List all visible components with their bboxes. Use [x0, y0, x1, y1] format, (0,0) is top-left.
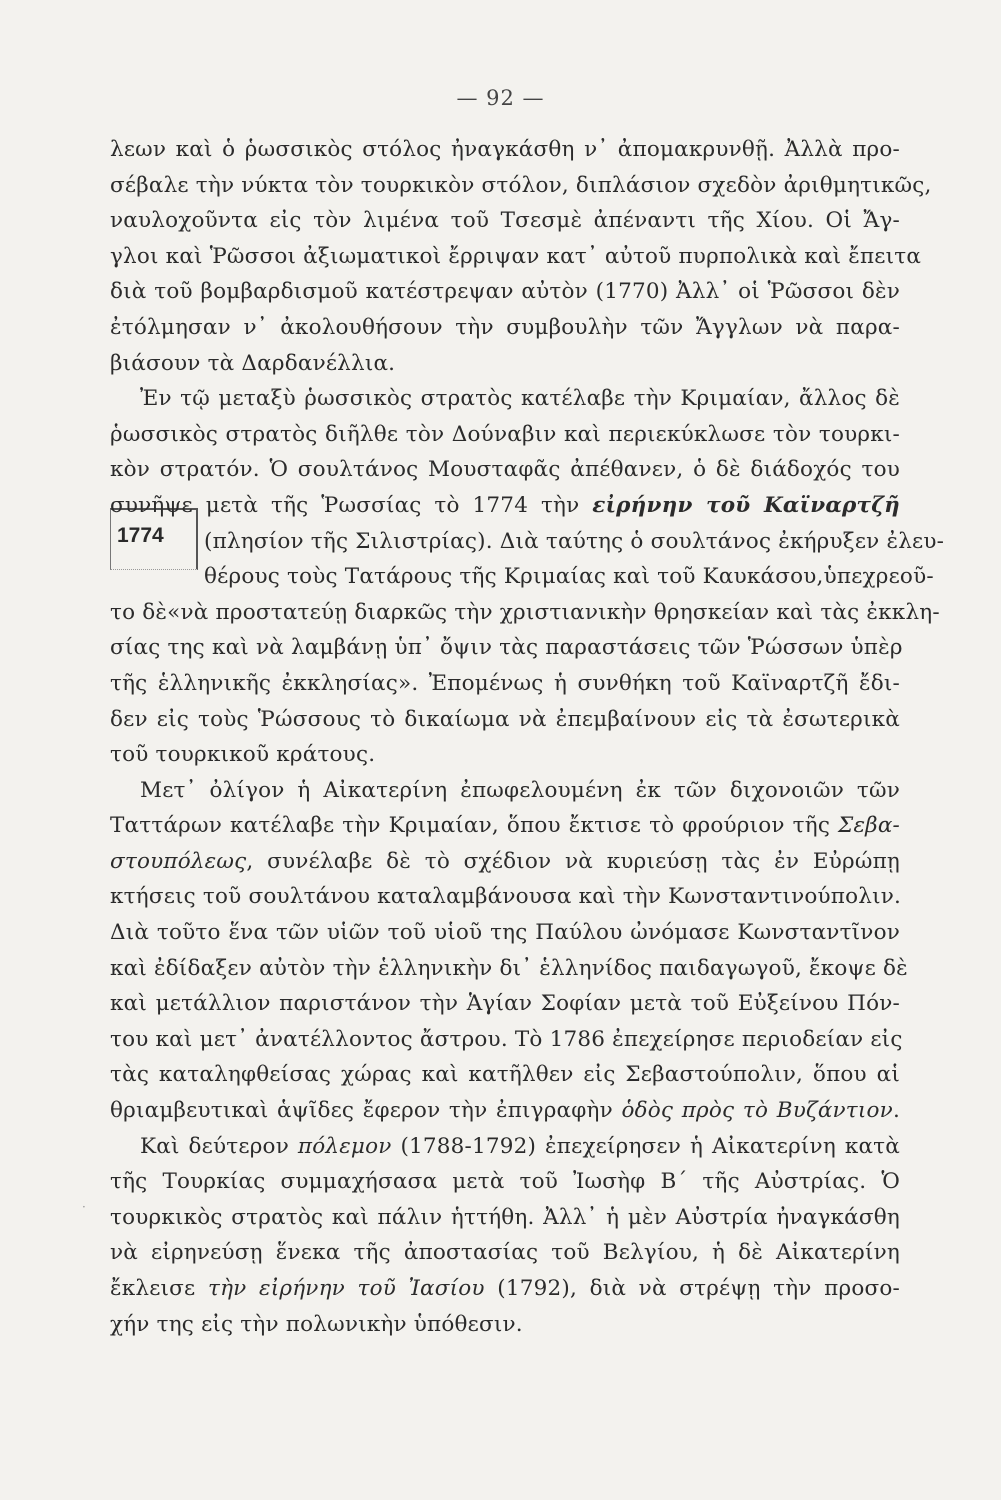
text-line: δεν εἰς τοὺς Ῥώσσους τὸ δικαίωμα νὰ ἐπεμβαίνουν εἰς τὰ ἐσωτερικὰ: [110, 706, 900, 732]
text-line: [110, 808, 900, 844]
text-line: (πλησίον τῆς Σιλιστρίας). Διὰ ταύτης ὁ σουλτάνος ἐκήρυξεν ἐλευ-: [204, 528, 945, 554]
paper-speck-decoration: ·: [82, 1200, 86, 1214]
text-line: Διὰ τοῦτο ἕνα τῶν υἱῶν τοῦ υἱοῦ της Παύλου ὠνόμασε Κωνσταντῖνον: [110, 920, 900, 946]
text-line: καὶ ἐδίδαξεν αὐτὸν τὴν ἑλληνικὴν δι᾿ ἑλληνίδος παιδαγωγοῦ, ἔκοψε δὲ: [110, 955, 908, 981]
emphasis-road-to-byzantium: ὁδὸς πρὸς τὸ Βυζάντιον: [621, 1098, 893, 1124]
text-line: θέρους τοὺς Τατάρους τῆς Κριμαίας καὶ τοῦ Καυκάσου,ὑπεχρεοῦ-: [204, 564, 934, 590]
text-line: Μετ᾿ ὀλίγον ἡ Αἰκατερίνη ἐπωφελουμένη ἐκ τῶν διχονοιῶν τῶν: [140, 777, 900, 803]
text-line: νὰ εἰρηνεύσῃ ἕνεκα τῆς ἀποστασίας τοῦ Βελγίου, ἡ δὲ Αἰκατερίνη: [110, 1240, 900, 1266]
text-line: θριαμβευτικαὶ ἁψῖδες ἔφερον τὴν ἐπιγραφὴν ὁδὸς πρὸς τὸ Βυζάντιον.: [110, 1098, 900, 1124]
text-line: τοῦ τουρκικοῦ κράτους.: [110, 742, 376, 768]
text-line: τὰς καταληφθείσας χώρας καὶ κατῆλθεν εἰς Σεβαστούπολιν, ὅπου αἱ: [110, 1062, 900, 1088]
emphasis-treaty-kainarji: εἰρήνην τοῦ Καϊναρτζῆ: [592, 492, 900, 518]
text-line: τουρκικὸς στρατὸς καὶ πάλιν ἡττήθη. Ἀλλ᾿ ἡ μὲν Αὐστρία ἠναγκάσθη: [110, 1204, 900, 1230]
text-line: του καὶ μετ᾿ ἀνατέλλοντος ἄστρου. Τὸ 1786 ἐπεχείρησε περιοδείαν εἰς: [110, 1026, 903, 1052]
text-line: γλοι καὶ Ῥῶσσοι ἀξιωματικοὶ ἔρριψαν κατ᾿ αὐτοῦ πυρπολικὰ καὶ ἔπειτα: [110, 243, 922, 269]
text-line: κτήσεις τοῦ σουλτάνου καταλαμβάνουσα καὶ τὴν Κωνσταντινούπολιν.: [110, 884, 902, 910]
text-segment: Καὶ δεύτερον: [140, 1133, 289, 1159]
text-line: Ἐν τῷ μεταξὺ ῥωσσικὸς στρατὸς κατέλαβε τὴν Κριμαίαν, ἄλλος δὲ: [140, 386, 900, 412]
text-line: [110, 1271, 900, 1307]
emphasis-sevastopol-end: στουπόλεως: [110, 848, 247, 874]
text-line: διὰ τοῦ βομβαρδισμοῦ κατέστρεψαν αὐτὸν (1770) Ἀλλ᾿ οἱ Ῥῶσσοι δὲν: [110, 279, 900, 305]
text-line: ῥωσσικὸς στρατὸς διῆλθε τὸν Δούναβιν καὶ περιεκύκλωσε τὸν τουρκι-: [110, 421, 900, 447]
emphasis-war: πόλεμον: [297, 1133, 392, 1159]
text-segment: , συνέλαβε δὲ τὸ σχέδιον νὰ κυριεύσῃ τὰς ἐν Εὐρώπῃ: [246, 848, 900, 874]
emphasis-treaty-iasi: τὴν εἰρήνην τοῦ Ἰασίου: [207, 1276, 485, 1301]
text-segment: Ταττάρων κατέλαβε τὴν Κριμαίαν, ὅπου ἔκτισε τὸ φρούριον τῆς: [110, 813, 831, 839]
text-line: [110, 488, 900, 524]
margin-year-label: 1774: [117, 524, 164, 547]
text-segment: (1792), διὰ νὰ στρέψῃ τὴν προσο-: [497, 1276, 900, 1301]
text-line: κὸν στρατόν. Ὁ σουλτάνος Μουσταφᾶς ἀπέθανεν, ὁ δὲ διάδοχός του: [110, 457, 900, 483]
text-line: σίας της καὶ νὰ λαμβάνῃ ὑπ᾿ ὄψιν τὰς παραστάσεις τῶν Ῥώσσων ὑπὲρ: [110, 635, 903, 661]
text-line: [110, 844, 900, 880]
text-line: καὶ μετάλλιον παριστάνον τὴν Ἁγίαν Σοφίαν μετὰ τοῦ Εὐξείνου Πόν-: [110, 991, 900, 1017]
text-line: τῆς Τουρκίας συμμαχήσασα μετὰ τοῦ Ἰωσὴφ Β΄ τῆς Αὐστρίας. Ὁ: [110, 1169, 900, 1195]
text-line: ἐτόλμησαν ν᾿ ἀκολουθήσουν τὴν συμβουλὴν τῶν Ἄγγλων νὰ παρα-: [110, 314, 900, 340]
text-line: χήν της εἰς τὴν πολωνικὴν ὑπόθεσιν.: [110, 1311, 523, 1337]
text-line: βιάσουν τὰ Δαρδανέλλια.: [110, 350, 396, 376]
text-segment: συνῆψε μετὰ τῆς Ῥωσσίας τὸ 1774 τὴν: [110, 492, 580, 518]
text-line: σέβαλε τὴν νύκτα τὸν τουρκικὸν στόλον, διπλάσιον σχεδὸν ἀριθμητικῶς,: [110, 172, 932, 198]
page-number: — 92 —: [456, 86, 545, 110]
text-line: το δὲ«νὰ προστατεύῃ διαρκῶς τὴν χριστιανικὴν θρησκείαν καὶ τὰς ἐκκλη-: [110, 599, 940, 625]
text-line: τῆς ἑλληνικῆς ἐκκλησίας». Ἐπομένως ἡ συνθήκη τοῦ Καϊναρτζῆ ἔδι-: [110, 670, 900, 696]
text-line: λεων καὶ ὁ ῥωσσικὸς στόλος ἠναγκάσθη ν᾿ ἀπομακρυνθῇ. Ἀλλὰ προ-: [110, 137, 900, 162]
text-segment: ἔκλεισε: [110, 1276, 196, 1301]
text-line: [110, 1129, 900, 1165]
emphasis-sevastopol-start: Σεβα-: [838, 813, 900, 839]
text-segment: (1788-1792) ἐπεχείρησεν ἡ Αἰκατερίνη κατὰ: [400, 1133, 900, 1159]
text-segment: θριαμβευτικαὶ ἁψῖδες ἔφερον τὴν ἐπιγραφὴν: [110, 1098, 613, 1124]
body-text: [110, 132, 945, 1342]
text-line: ναυλοχοῦντα εἰς τὸν λιμένα τοῦ Τσεσμὲ ἀπέναντι τῆς Χίου. Οἱ Ἄγ-: [110, 208, 900, 234]
